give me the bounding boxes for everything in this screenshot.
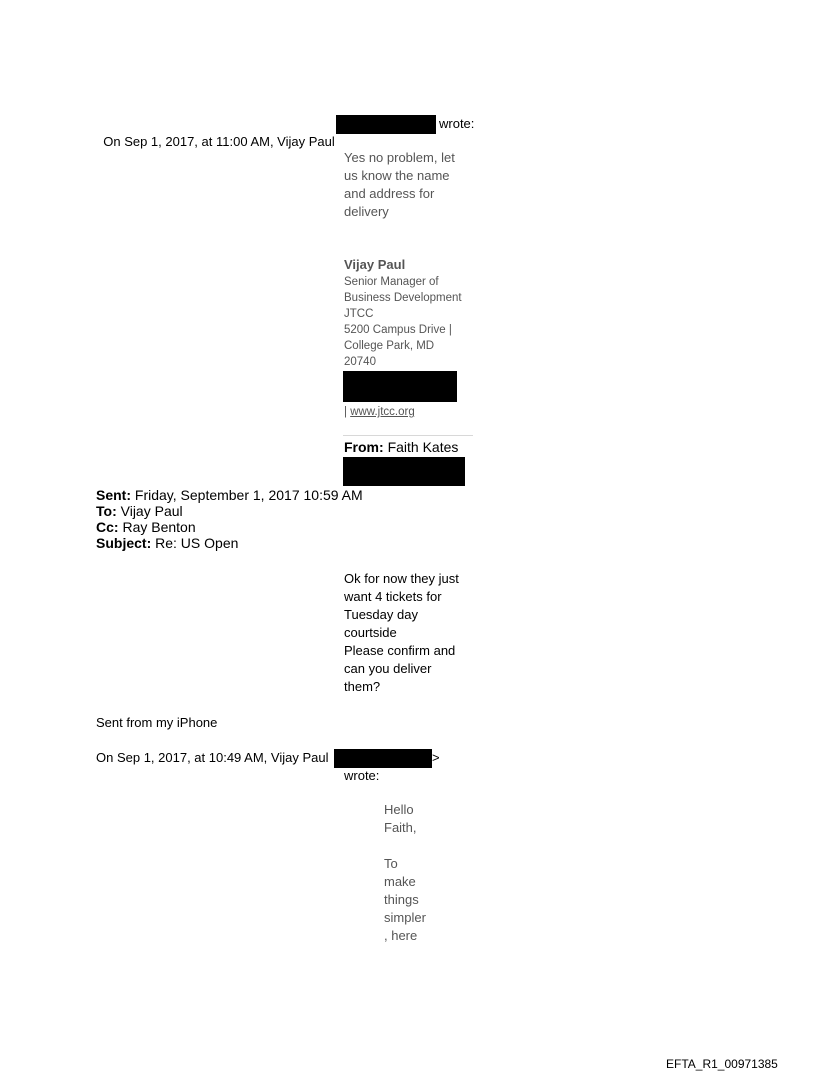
- cc-label: Cc:: [96, 519, 119, 535]
- reply-2-line: Please confirm and: [344, 643, 456, 658]
- signature-line: 5200 Campus Drive |: [344, 324, 452, 336]
- signature-line: JTCC: [344, 308, 374, 320]
- signature-line: Business Development: [344, 292, 462, 304]
- quote-header-1-prefix: On Sep 1, 2017, at 11:00 AM, Vijay Paul: [103, 134, 335, 149]
- reply-3-line: Faith,: [384, 820, 417, 835]
- reply-3-line: Hello: [384, 802, 414, 817]
- subject-header: [96, 535, 238, 552]
- signature-web-prefix: |: [344, 406, 351, 418]
- quote-header-2-suffix: wrote:: [344, 768, 380, 783]
- reply-2-line: can you deliver: [344, 661, 432, 676]
- signature-line: 20740: [344, 356, 376, 368]
- reply-3-line: simpler: [384, 910, 426, 925]
- redaction-block: [336, 115, 436, 134]
- subject-value: Re: US Open: [155, 535, 239, 551]
- quote-header-1-suffix: wrote:: [439, 116, 475, 131]
- signature-line: College Park, MD: [344, 340, 435, 352]
- reply-2-line: courtside: [344, 625, 397, 640]
- reply-3-line: To: [384, 856, 398, 871]
- reply-2-line: Tuesday day: [344, 607, 418, 622]
- sent-header: [96, 487, 363, 504]
- reply-1-line: and address for: [344, 186, 435, 201]
- sent-value: Friday, September 1, 2017 10:59 AM: [134, 487, 363, 503]
- quote-header-1: [96, 115, 335, 151]
- from-label: From:: [344, 439, 384, 455]
- sent-from-iphone: Sent from my iPhone: [96, 715, 218, 730]
- cc-header: [96, 519, 196, 536]
- divider: [343, 435, 473, 436]
- signature-line: Senior Manager of: [344, 276, 439, 288]
- to-value: Vijay Paul: [120, 503, 183, 519]
- reply-3-line: , here: [384, 928, 418, 943]
- quote-header-2-prefix: On Sep 1, 2017, at 10:49 AM, Vijay Paul: [96, 750, 329, 765]
- reply-3-line: things: [384, 892, 419, 907]
- document-id: EFTA_R1_00971385: [666, 1057, 778, 1071]
- redaction-edge-glyph: >: [432, 750, 440, 765]
- subject-label: Subject:: [96, 535, 152, 551]
- reply-1-line: Yes no problem, let: [344, 150, 455, 165]
- signature-name: Vijay Paul: [344, 257, 406, 272]
- to-header: [96, 503, 183, 520]
- redaction-block: [343, 457, 465, 486]
- reply-1-line: delivery: [344, 204, 389, 219]
- from-header: [344, 439, 458, 456]
- signature-web: [344, 404, 415, 420]
- reply-2-line: Ok for now they just: [344, 571, 459, 586]
- redaction-block: [334, 749, 432, 768]
- reply-2-line: want 4 tickets for: [344, 589, 442, 604]
- from-value: Faith Kates: [387, 439, 459, 455]
- reply-3-line: make: [384, 874, 416, 889]
- website-link[interactable]: www.jtcc.org: [350, 406, 415, 418]
- to-label: To:: [96, 503, 117, 519]
- redaction-block: [343, 371, 457, 402]
- reply-2-line: them?: [344, 679, 381, 694]
- sent-label: Sent:: [96, 487, 131, 503]
- reply-1-line: us know the name: [344, 168, 450, 183]
- cc-value: Ray Benton: [122, 519, 196, 535]
